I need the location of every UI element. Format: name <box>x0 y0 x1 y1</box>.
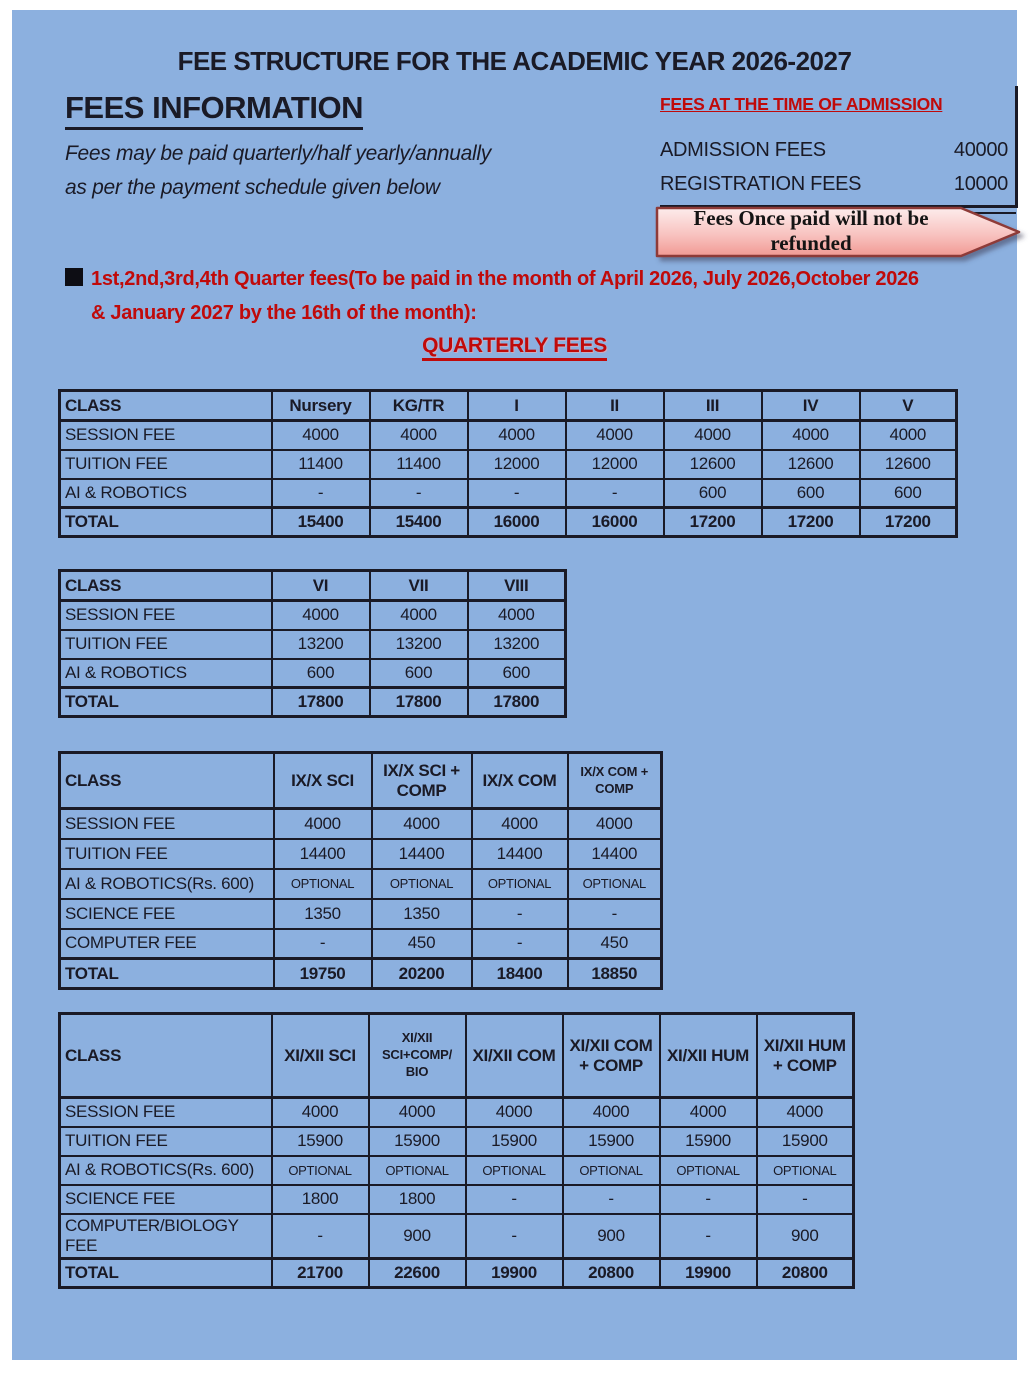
column-header: XI/XII COM <box>466 1014 563 1098</box>
table-row <box>60 1258 854 1287</box>
value-cell: OPTIONAL <box>568 869 662 899</box>
row-label: SCIENCE FEE <box>60 899 274 929</box>
value-cell: 4000 <box>563 1098 660 1127</box>
value-cell: 11400 <box>370 450 468 479</box>
no-refund-banner-text: Fees Once paid will not be refunded <box>693 206 929 255</box>
row-label: TUITION FEE <box>60 630 272 659</box>
value-cell: 15900 <box>272 1127 369 1156</box>
value-cell: 13200 <box>370 630 468 659</box>
value-cell: - <box>274 929 372 959</box>
quarter-payment-note-text <box>91 262 919 330</box>
column-header: VIII <box>468 571 566 601</box>
table-row <box>60 630 566 659</box>
value-cell: 1800 <box>369 1185 466 1214</box>
value-cell: OPTIONAL <box>466 1156 563 1185</box>
value-cell: 15900 <box>466 1127 563 1156</box>
value-cell: 1800 <box>272 1185 369 1214</box>
value-cell: 13200 <box>468 630 566 659</box>
value-cell: - <box>563 1185 660 1214</box>
value-cell: 12000 <box>468 450 566 479</box>
value-cell: 450 <box>568 929 662 959</box>
fee-value: 10000 <box>953 173 1008 195</box>
row-label: TOTAL <box>60 688 272 717</box>
fee-table-ix-x <box>58 751 663 990</box>
quarter-payment-note <box>65 262 995 330</box>
value-cell: 1350 <box>372 899 472 929</box>
column-header: IX/X SCI <box>274 753 372 809</box>
quarter-note-line1: 1st,2nd,3rd,4th Quarter fees(To be paid in the month of April 2026, July 2026,October 2026 <box>91 268 919 290</box>
value-cell: 4000 <box>757 1098 854 1127</box>
value-cell: - <box>566 479 664 508</box>
value-cell: 15400 <box>272 508 370 537</box>
no-refund-banner <box>655 206 1023 260</box>
value-cell: 600 <box>468 659 566 688</box>
fees-information-note <box>65 137 545 205</box>
value-cell: OPTIONAL <box>660 1156 757 1185</box>
column-header: VII <box>370 571 468 601</box>
table-row <box>60 899 662 929</box>
square-bullet-icon <box>65 268 83 286</box>
value-cell: - <box>568 899 662 929</box>
value-cell: - <box>466 1185 563 1214</box>
value-cell: - <box>660 1185 757 1214</box>
value-cell: 12000 <box>566 450 664 479</box>
row-label: AI & ROBOTICS(Rs. 600) <box>60 1156 272 1185</box>
value-cell: 14400 <box>568 839 662 869</box>
value-cell: 19900 <box>660 1258 757 1287</box>
value-cell: 12600 <box>762 450 860 479</box>
value-cell: 17200 <box>762 508 860 537</box>
value-cell: 14400 <box>274 839 372 869</box>
value-cell: 450 <box>372 929 472 959</box>
table-row <box>60 839 662 869</box>
fee-table-vi-to-viii <box>58 569 567 718</box>
fee-table-nursery-to-v <box>58 389 958 538</box>
quarterly-fees-title <box>12 334 1017 358</box>
value-cell: 900 <box>757 1214 854 1259</box>
value-cell: 14400 <box>372 839 472 869</box>
row-label: TUITION FEE <box>60 839 274 869</box>
row-label: SESSION FEE <box>60 421 272 450</box>
table-row <box>60 508 957 537</box>
column-header: XI/XII SCI+COMP/ BIO <box>369 1014 466 1098</box>
value-cell: 4000 <box>566 421 664 450</box>
value-cell: 19900 <box>466 1258 563 1287</box>
fees-information-line2: as per the payment schedule given below <box>65 176 440 199</box>
value-cell: 16000 <box>468 508 566 537</box>
value-cell: 900 <box>563 1214 660 1259</box>
value-cell: OPTIONAL <box>563 1156 660 1185</box>
class-column-header: CLASS <box>60 753 274 809</box>
column-header: I <box>468 391 566 421</box>
page-title: FEE STRUCTURE FOR THE ACADEMIC YEAR 2026-2027 <box>177 46 852 76</box>
value-cell: 18400 <box>472 959 568 989</box>
value-cell: 22600 <box>369 1258 466 1287</box>
value-cell: 20800 <box>563 1258 660 1287</box>
value-cell: 4000 <box>274 809 372 839</box>
row-label: TOTAL <box>60 959 274 989</box>
value-cell: 18850 <box>568 959 662 989</box>
value-cell: 17800 <box>272 688 370 717</box>
table-row <box>60 421 957 450</box>
row-label: AI & ROBOTICS(Rs. 600) <box>60 869 274 899</box>
value-cell: 15400 <box>370 508 468 537</box>
fee-table <box>58 1012 855 1289</box>
table-row <box>60 1127 854 1156</box>
row-label: TUITION FEE <box>60 1127 272 1156</box>
column-header: II <box>566 391 664 421</box>
value-cell: 17200 <box>664 508 762 537</box>
value-cell: 20800 <box>757 1258 854 1287</box>
table-row <box>60 479 957 508</box>
table-row <box>60 450 957 479</box>
row-label: SESSION FEE <box>60 1098 272 1127</box>
value-cell: 600 <box>370 659 468 688</box>
value-cell: 900 <box>369 1214 466 1259</box>
value-cell: OPTIONAL <box>372 869 472 899</box>
table-row <box>60 1185 854 1214</box>
class-column-header: CLASS <box>60 1014 272 1098</box>
admission-fees-block <box>660 94 1016 214</box>
row-label: COMPUTER/BIOLOGY FEE <box>60 1214 272 1259</box>
fee-table <box>58 389 958 538</box>
value-cell: 4000 <box>370 601 468 630</box>
value-cell: OPTIONAL <box>757 1156 854 1185</box>
table-row <box>60 959 662 989</box>
table-row <box>60 869 662 899</box>
column-header: V <box>860 391 957 421</box>
row-label: SESSION FEE <box>60 809 274 839</box>
right-edge-rule <box>1015 86 1018 208</box>
value-cell: 4000 <box>762 421 860 450</box>
row-label: SCIENCE FEE <box>60 1185 272 1214</box>
fee-value: 40000 <box>953 139 1008 161</box>
registration-fees-row <box>660 167 1016 201</box>
value-cell: 4000 <box>860 421 957 450</box>
document-page <box>12 10 1017 1360</box>
column-header: XI/XII SCI <box>272 1014 369 1098</box>
fee-label: ADMISSION FEES <box>660 139 826 161</box>
value-cell: 12600 <box>860 450 957 479</box>
value-cell: - <box>757 1185 854 1214</box>
value-cell: 4000 <box>272 421 370 450</box>
quarterly-fees-title-text: QUARTERLY FEES <box>422 334 607 361</box>
value-cell: 21700 <box>272 1258 369 1287</box>
value-cell: OPTIONAL <box>472 869 568 899</box>
value-cell: 11400 <box>272 450 370 479</box>
row-label: COMPUTER FEE <box>60 929 274 959</box>
admission-fees-heading: FEES AT THE TIME OF ADMISSION <box>660 94 943 114</box>
value-cell: 4000 <box>468 421 566 450</box>
value-cell: - <box>472 899 568 929</box>
row-label: SESSION FEE <box>60 601 272 630</box>
table-row <box>60 1156 854 1185</box>
value-cell: 4000 <box>272 1098 369 1127</box>
value-cell: OPTIONAL <box>369 1156 466 1185</box>
value-cell: 4000 <box>660 1098 757 1127</box>
table-row <box>60 659 566 688</box>
value-cell: - <box>272 479 370 508</box>
value-cell: OPTIONAL <box>274 869 372 899</box>
column-header: KG/TR <box>370 391 468 421</box>
value-cell: 15900 <box>757 1127 854 1156</box>
value-cell: - <box>472 929 568 959</box>
column-header: Nursery <box>272 391 370 421</box>
table-row <box>60 1214 854 1259</box>
column-header: XI/XII COM + COMP <box>563 1014 660 1098</box>
quarter-note-line2: & January 2027 by the 16th of the month): <box>91 302 477 324</box>
value-cell: 12600 <box>664 450 762 479</box>
fee-table <box>58 569 567 718</box>
value-cell: 14400 <box>472 839 568 869</box>
table-row <box>60 809 662 839</box>
column-header: VI <box>272 571 370 601</box>
row-label: AI & ROBOTICS <box>60 659 272 688</box>
value-cell: - <box>272 1214 369 1259</box>
value-cell: 13200 <box>272 630 370 659</box>
value-cell: 600 <box>762 479 860 508</box>
table-row <box>60 601 566 630</box>
value-cell: 17800 <box>468 688 566 717</box>
row-label: TOTAL <box>60 508 272 537</box>
value-cell: 4000 <box>272 601 370 630</box>
value-cell: OPTIONAL <box>272 1156 369 1185</box>
column-header: IX/X SCI + COMP <box>372 753 472 809</box>
value-cell: 4000 <box>568 809 662 839</box>
column-header: XI/XII HUM + COMP <box>757 1014 854 1098</box>
column-header: IX/X COM <box>472 753 568 809</box>
value-cell: 4000 <box>370 421 468 450</box>
fee-table-xi-xii <box>58 1012 855 1289</box>
table-row <box>60 688 566 717</box>
value-cell: 20200 <box>372 959 472 989</box>
value-cell: - <box>468 479 566 508</box>
column-header: XI/XII HUM <box>660 1014 757 1098</box>
fees-information-line1: Fees may be paid quarterly/half yearly/annually <box>65 142 491 165</box>
value-cell: 15900 <box>660 1127 757 1156</box>
value-cell: 17200 <box>860 508 957 537</box>
column-header: IV <box>762 391 860 421</box>
column-header: III <box>664 391 762 421</box>
value-cell: 15900 <box>369 1127 466 1156</box>
column-header: IX/X COM + COMP <box>568 753 662 809</box>
value-cell: 600 <box>664 479 762 508</box>
value-cell: 4000 <box>369 1098 466 1127</box>
value-cell: 4000 <box>664 421 762 450</box>
row-label: TUITION FEE <box>60 450 272 479</box>
row-label: TOTAL <box>60 1258 272 1287</box>
table-row <box>60 929 662 959</box>
fee-table <box>58 751 663 990</box>
value-cell: 15900 <box>563 1127 660 1156</box>
value-cell: 1350 <box>274 899 372 929</box>
value-cell: - <box>660 1214 757 1259</box>
value-cell: 600 <box>272 659 370 688</box>
value-cell: 600 <box>860 479 957 508</box>
table-row <box>60 1098 854 1127</box>
value-cell: - <box>466 1214 563 1259</box>
row-label: AI & ROBOTICS <box>60 479 272 508</box>
class-column-header: CLASS <box>60 571 272 601</box>
value-cell: 17800 <box>370 688 468 717</box>
fees-information-heading: FEES INFORMATION <box>65 90 363 130</box>
admission-fees-row <box>660 133 1016 167</box>
value-cell: 19750 <box>274 959 372 989</box>
class-column-header: CLASS <box>60 391 272 421</box>
fee-label: REGISTRATION FEES <box>660 173 862 195</box>
value-cell: 4000 <box>372 809 472 839</box>
value-cell: 4000 <box>468 601 566 630</box>
value-cell: 16000 <box>566 508 664 537</box>
value-cell: - <box>370 479 468 508</box>
value-cell: 4000 <box>472 809 568 839</box>
value-cell: 4000 <box>466 1098 563 1127</box>
